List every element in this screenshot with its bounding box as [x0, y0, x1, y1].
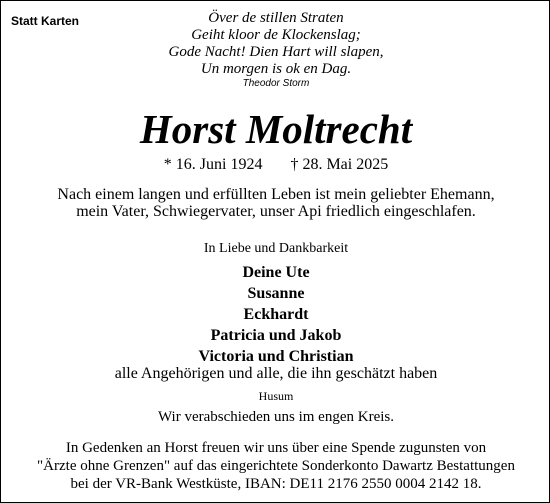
mourner-name: Susanne	[247, 285, 305, 302]
mourner-name: Deine Ute	[242, 264, 310, 281]
mourner-name: Eckhardt	[243, 306, 309, 323]
life-dates	[1, 155, 550, 174]
mourner-name: Victoria und Christian	[198, 348, 354, 365]
message-line: Nach einem langen und erfüllten Leben ist mein geliebter Ehemann,	[57, 186, 495, 203]
poem	[1, 10, 550, 78]
poem-line: Un morgen is ok en Dag.	[200, 61, 352, 77]
donation-line: bei der VR-Bank Westküste, IBAN: DE11 2176 2550 0004 2142 18.	[70, 476, 482, 492]
death-date: † 28. Mai 2025	[290, 156, 389, 173]
message-line: mein Vater, Schwiegervater, unser Api friedlich eingeschlafen.	[76, 203, 476, 220]
farewell-note: Wir verabschieden uns im engen Kreis.	[158, 409, 394, 425]
mourners-others: alle Angehörigen und alle, die ihn geschätzt haben	[114, 365, 438, 382]
donation-line: "Ärzte ohne Grenzen" auf das eingerichtete Sonderkonto Dawartz Bestattungen	[37, 458, 515, 474]
poem-line: Över de stillen Straten	[208, 10, 344, 26]
poem-line: Geiht kloor de Klockenslag;	[191, 27, 361, 43]
mourners-intro: In Liebe und Dankbarkeit	[203, 241, 349, 256]
birth-date: * 16. Juni 1924	[163, 156, 263, 173]
poem-author: Theodor Storm	[242, 78, 310, 89]
place-name: Husum	[258, 389, 294, 403]
mourners-list	[1, 262, 550, 367]
obituary-message	[1, 186, 550, 220]
header-label: Statt Karten	[11, 14, 80, 28]
poem-line: Gode Nacht! Dien Hart will slapen,	[168, 44, 384, 60]
mourner-name: Patricia und Jakob	[210, 327, 342, 344]
donation-note	[1, 439, 550, 493]
donation-line: In Gedenken an Horst freuen wir uns über eine Spende zugunsten von	[65, 440, 487, 456]
deceased-name: Horst Moltrecht	[139, 106, 413, 152]
